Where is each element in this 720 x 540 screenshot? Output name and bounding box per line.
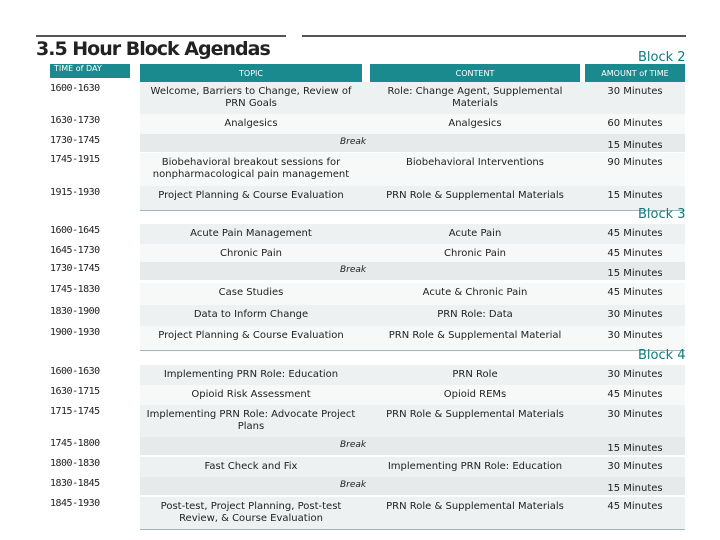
row-content: PRN Role & Supplemental Materials — [386, 409, 564, 420]
row-time: 1745-1830 — [50, 284, 100, 295]
row-amount: 60 Minutes — [607, 118, 663, 129]
row-time: 1830-1900 — [50, 306, 100, 317]
row-content: Biobehavioral Interventions — [406, 157, 544, 168]
row-amount: 15 Minutes — [607, 140, 663, 151]
row-content: Acute & Chronic Pain — [422, 287, 528, 298]
row-content: Role: Change Agent, Supplemental Materials — [387, 86, 563, 109]
row-amount: 15 Minutes — [607, 443, 663, 454]
row-amount: 45 Minutes — [607, 287, 663, 298]
row-time: 1630-1730 — [50, 115, 100, 126]
row-time: 1800-1830 — [50, 458, 100, 469]
row-time: 1600-1630 — [50, 366, 100, 377]
row-amount: 30 Minutes — [607, 330, 663, 341]
row-topic: Acute Pain Management — [190, 228, 312, 239]
row-topic: Project Planning & Course Evaluation — [158, 190, 344, 201]
break-label: Break — [340, 480, 367, 490]
row-time: 1715-1745 — [50, 406, 100, 417]
row-topic: Fast Check and Fix — [204, 461, 298, 472]
row-topic: Welcome, Barriers to Change, Review of PRN Goals — [150, 86, 352, 109]
row-topic: Case Studies — [218, 287, 284, 298]
row-time: 1600-1645 — [50, 225, 100, 236]
row-topic: Biobehavioral breakout sessions for nonpharmacological pain management — [152, 157, 350, 180]
row-time: 1745-1915 — [50, 154, 100, 165]
header-content — [370, 64, 580, 82]
row-topic: Data to Inform Change — [193, 309, 309, 320]
row-amount: 45 Minutes — [607, 501, 663, 512]
header-topic — [140, 64, 362, 82]
header-amount-label: AMOUNT of TIME — [601, 68, 669, 78]
block-label: Block 3 — [638, 207, 686, 222]
header-amount — [585, 64, 685, 82]
row-divider — [140, 529, 685, 530]
row-time: 1645-1730 — [50, 245, 100, 256]
row-topic: Post-test, Project Planning, Post-test Review, & Course Evaluation — [160, 501, 342, 524]
row-amount: 15 Minutes — [607, 483, 663, 494]
row-topic: Implementing PRN Role: Advocate Project Plans — [146, 409, 356, 432]
row-time: 1600-1630 — [50, 83, 100, 94]
row-time: 1745-1800 — [50, 438, 100, 449]
row-content: Analgesics — [448, 118, 502, 129]
row-amount: 45 Minutes — [607, 389, 663, 400]
row-amount: 15 Minutes — [607, 190, 663, 201]
row-content: PRN Role & Supplemental Materials — [386, 501, 564, 512]
row-content: Opioid REMs — [443, 389, 507, 400]
row-time: 1630-1715 — [50, 386, 100, 397]
break-label: Break — [340, 265, 367, 275]
row-amount: 45 Minutes — [607, 248, 663, 259]
row-content: Acute Pain — [448, 228, 502, 239]
block-label: Block 2 — [638, 50, 686, 65]
row-time: 1900-1930 — [50, 327, 100, 338]
row-topic: Implementing PRN Role: Education — [163, 369, 339, 380]
row-content: PRN Role: Data — [437, 309, 513, 320]
row-topic: Project Planning & Course Evaluation — [158, 330, 344, 341]
row-divider — [140, 350, 685, 351]
header-topic-label: TOPIC — [239, 68, 263, 78]
row-time: 1845-1930 — [50, 498, 100, 509]
header-content-label: CONTENT — [455, 68, 495, 78]
row-time: 1730-1745 — [50, 263, 100, 274]
row-content: Implementing PRN Role: Education — [387, 461, 563, 472]
title-rule-right — [302, 35, 686, 37]
break-label: Break — [340, 440, 367, 450]
row-amount: 30 Minutes — [607, 86, 663, 97]
row-content: PRN Role & Supplemental Materials — [386, 190, 564, 201]
row-content: PRN Role — [452, 369, 498, 380]
row-content: PRN Role & Supplemental Material — [388, 330, 562, 341]
row-amount: 15 Minutes — [607, 268, 663, 279]
row-time: 1730-1745 — [50, 135, 100, 146]
header-time-label: TIME of DAY — [54, 64, 102, 73]
row-amount: 30 Minutes — [607, 409, 663, 420]
row-amount: 30 Minutes — [607, 461, 663, 472]
row-amount: 30 Minutes — [607, 309, 663, 320]
row-time: 1915-1930 — [50, 187, 100, 198]
title-rule-left — [36, 35, 286, 37]
block-label: Block 4 — [638, 348, 686, 363]
row-time: 1830-1845 — [50, 478, 100, 489]
break-label: Break — [340, 137, 367, 147]
page-title: 3.5 Hour Block Agendas — [36, 38, 270, 60]
row-topic: Chronic Pain — [220, 248, 282, 259]
row-amount: 30 Minutes — [607, 369, 663, 380]
row-content: Chronic Pain — [444, 248, 506, 259]
row-amount: 45 Minutes — [607, 228, 663, 239]
row-topic: Opioid Risk Assessment — [191, 389, 311, 400]
row-divider — [140, 210, 685, 211]
row-topic: Analgesics — [224, 118, 278, 129]
row-amount: 90 Minutes — [607, 157, 663, 168]
